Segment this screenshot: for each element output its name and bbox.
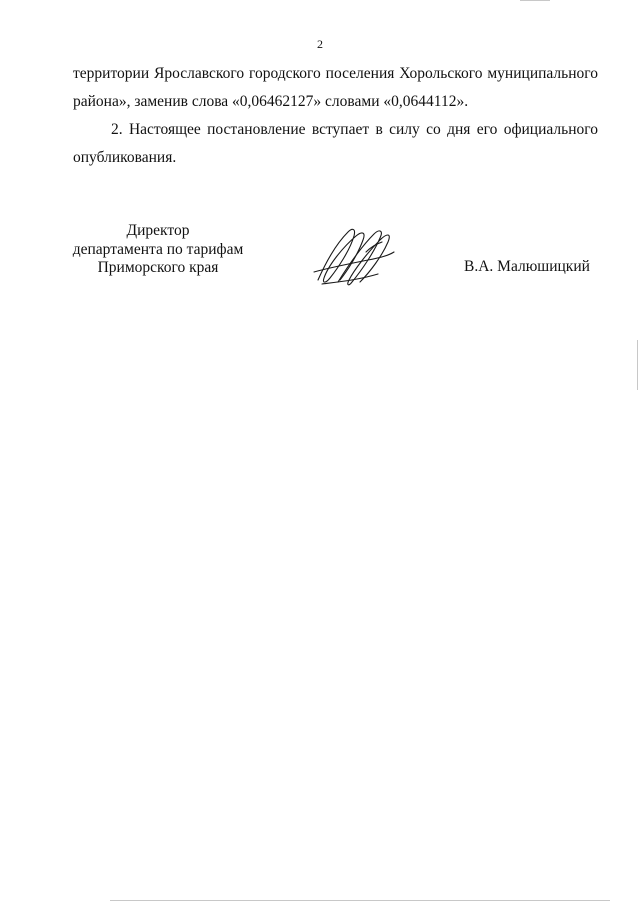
paragraph-1-line-2: района», заменив слова «0,06462127» словами «0,0644112».: [73, 93, 469, 110]
signatory-position-line-1: Директор: [126, 222, 190, 239]
signatory-position-line-2: департамента по тарифам: [72, 240, 244, 258]
paragraph-1-line-1: территории Ярославского городского поселения Хорольского муниципального: [73, 65, 598, 82]
scan-edge-mark: [520, 0, 550, 1]
handwritten-signature-icon: [308, 222, 398, 290]
signatory-position: [50, 222, 266, 278]
signatory-name: В.А. Малюшицкий: [464, 258, 590, 275]
paragraph-2: [73, 116, 598, 172]
page-number: 2: [317, 37, 323, 51]
signatory-position-line-3: Приморского края: [97, 259, 219, 276]
paragraph-2-line-2: опубликования.: [73, 149, 177, 166]
scan-edge-mark: [110, 900, 610, 901]
paragraph-2-line-1: 2. Настоящее постановление вступает в силу со дня его официального: [111, 121, 598, 138]
paragraph-1: [73, 60, 598, 116]
scan-edge-mark: [637, 340, 638, 390]
